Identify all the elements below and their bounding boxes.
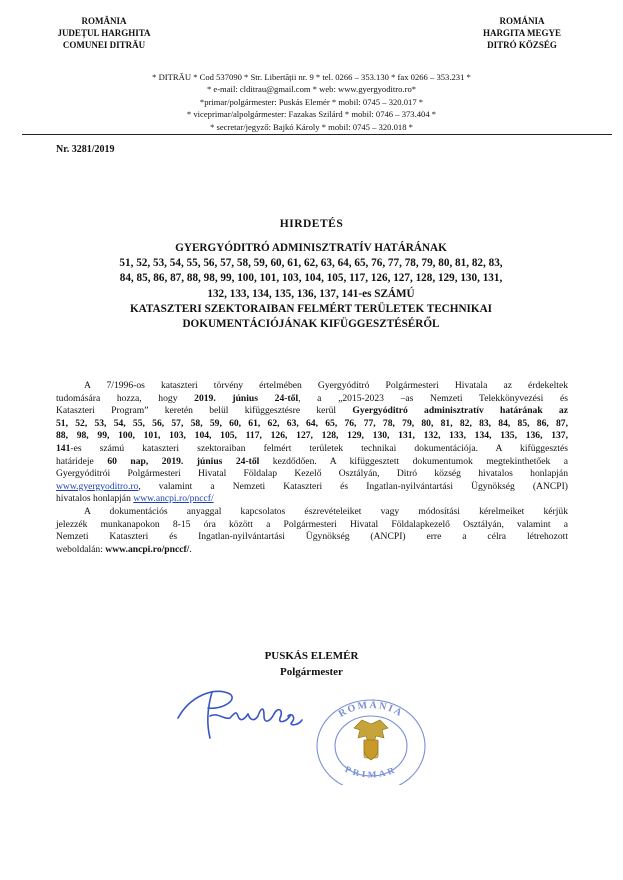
body-emphasis: 141 <box>56 442 71 454</box>
heading-line: 51, 52, 53, 54, 55, 56, 57, 58, 59, 60, 61, 62, 63, 64, 65, 76, 77, 78, 79, 80, 81, 82, 83, <box>119 257 503 270</box>
contact-line: * DITRĂU * Cod 537090 * Str. Libertății nr. 9 * tel. 0266 – 353.130 * fax 0266 – 353.231 * <box>152 72 471 82</box>
paragraph-2 <box>56 506 568 556</box>
handwritten-signature <box>160 676 310 746</box>
header-right-line: HARGITA MEGYE <box>482 28 562 38</box>
body-emphasis: 2019. június 24-től <box>194 392 299 404</box>
body-emphasis: 51, 52, 53, 54, 55, 56, 57, 58, 59, 60, 61, 62, 63, 64, 65, 76, 77, 78, 79, 80, 81, 82, 83, 84, 85, 86, 87, <box>56 417 568 429</box>
body-line: A 7/1996-os kataszteri törvény értelmében Gyergyóditró Polgármesteri Hivatala az érdekeltek <box>84 380 568 391</box>
document-title: HIRDETÉS <box>279 218 344 230</box>
document-heading <box>55 241 567 332</box>
heading-line: DOKUMENTÁCIÓJÁNAK KIFÜGGESZTÉSÉRŐL <box>182 318 440 331</box>
body-line: A dokumentációs anyaggal kapcsolatos észrevételeiket vagy módosítási kérelmeiket kérjük <box>84 505 568 517</box>
stamp-top-text: ROMÂNIA <box>336 699 406 720</box>
contact-block <box>0 71 623 133</box>
body-line <box>56 443 568 456</box>
header-left-line: ROMÂNIA <box>81 16 127 26</box>
signer-name: PUSKÁS ELEMÉR <box>264 650 359 662</box>
header-left-line: JUDEȚUL HARGHITA <box>57 28 151 38</box>
header-right-line: DITRÓ KÖZSÉG <box>487 40 557 50</box>
body-emphasis: 88, 98, 99, 100, 101, 103, 104, 105, 117, 126, 127, 128, 129, 130, 131, 132, 133, 134, 135, 136, 137, <box>56 430 568 442</box>
header-divider <box>22 134 612 135</box>
header-right <box>447 15 597 51</box>
ancpi-url: www.ancpi.ro/pnccf/ <box>105 543 190 555</box>
body-text: , valamint a Nemzeti Kataszteri és Ingatlan-nyilvántartási Ügynökség (ANCPI) <box>138 480 568 492</box>
contact-line: * e-mail: clditrau@gmail.com * web: www.gyergyoditro.ro* <box>206 84 417 95</box>
body-text: hivatalos honlapján <box>56 493 134 505</box>
body-text: weboldalán: <box>56 543 106 555</box>
document-body <box>56 380 568 556</box>
body-line <box>56 430 568 443</box>
body-line <box>56 456 568 469</box>
signer-role: Polgármester <box>280 666 343 678</box>
body-line <box>56 493 568 506</box>
body-text: Kataszteri Program” keretén belül kifüggesztésre kerül <box>56 405 353 417</box>
body-line <box>56 418 568 431</box>
svg-text:PRIMAR <box>344 764 399 780</box>
header-left-line: COMUNEI DITRĂU <box>62 40 146 50</box>
coat-of-arms-icon <box>354 720 388 760</box>
heading-line: GYERGYÓDITRÓ ADMINISZTRATÍV HATÁRÁNAK <box>175 242 447 254</box>
body-line: jelezzék munkanapokon 8-15 óra között a Polgármesteri Hivatal Földalapkezelő Osztályán, valamint a <box>56 518 568 530</box>
stamp-bottom-text: PRIMAR <box>343 763 399 780</box>
body-text: -es számú kataszteri szektoraiban felmért területek technikai dokumentációja. A kifüggesztés <box>70 442 568 454</box>
contact-line: * viceprimar/alpolgármester: Fazakas Szilárd * mobil: 0746 – 373.404 * <box>186 109 437 120</box>
header-left <box>14 15 194 51</box>
contact-line: *primar/polgármester: Puskás Elemér * mobil: 0745 – 320.017 * <box>199 96 424 107</box>
body-line <box>56 481 568 494</box>
header-right-line: ROMÁNIA <box>499 16 545 26</box>
body-text: határideje <box>56 455 108 467</box>
registration-number: Nr. 3281/2019 <box>56 144 115 155</box>
ancpi-link[interactable]: www.ancpi.ro/pnccf/ <box>133 493 214 505</box>
body-line <box>56 393 568 406</box>
svg-text:ROMÂNIA <box>337 699 406 720</box>
body-text: . <box>189 543 192 555</box>
official-stamp <box>310 690 432 785</box>
body-text: , a „2015-2023 –as Nemzeti Telekkönyvezési és <box>298 392 568 404</box>
paragraph-1 <box>56 380 568 506</box>
heading-line: KATASZTERI SZEKTORAIBAN FELMÉRT TERÜLETEK TECHNIKAI <box>129 302 493 315</box>
body-line <box>56 405 568 418</box>
body-line: Nemzeti Kataszteri és Ingatlan-nyilvántartási Ügynökség (ANCPI) erre a célra létrehozott <box>56 531 568 543</box>
body-emphasis: Gyergyóditró adminisztratív határának az <box>352 405 568 417</box>
heading-line: 84, 85, 86, 87, 88, 98, 99, 100, 101, 103, 104, 105, 117, 126, 127, 128, 129, 130, 131, <box>119 272 503 285</box>
heading-line: 132, 133, 134, 135, 136, 137, 141-es SZÁMÚ <box>207 287 415 300</box>
body-line <box>56 544 568 557</box>
website-link[interactable]: www.gyergyoditro.ro <box>56 480 139 492</box>
contact-line: * secretar/jegyző: Bajkó Károly * mobil: 0745 – 320.018 * <box>210 121 413 132</box>
body-emphasis: 60 nap, 2019. június 24-től <box>107 455 260 467</box>
body-text: kezdődően. A kifüggesztett dokumentumok megtekinthetőek a <box>259 455 569 467</box>
body-line: Gyergyóditrói Polgármesteri Hivatal Földalap Kezelő Osztályán, Ditró község hivatalos honlapján <box>56 468 568 480</box>
body-text: tudomására hozza, hogy <box>56 392 195 404</box>
